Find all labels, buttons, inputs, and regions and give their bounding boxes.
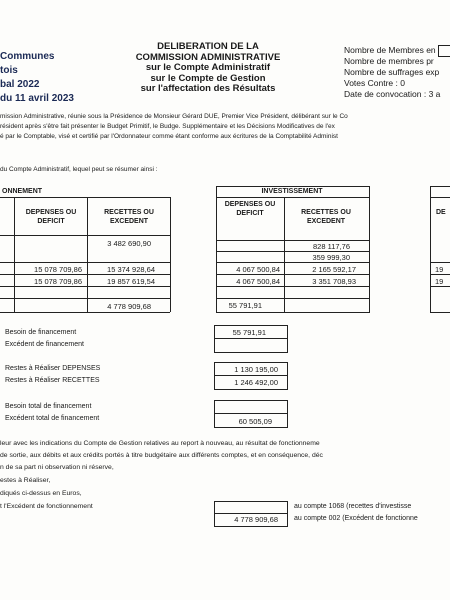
cell: 4 067 500,84 xyxy=(236,265,280,274)
intro-line: é par le Comptable, visé et certifié par l'Ordonnateur comme étant conforme aux écritures de la Comptabilité Administ xyxy=(0,133,338,140)
title-line: sur le Compte Administratif xyxy=(145,62,271,73)
cell: 15 078 709,86 xyxy=(34,277,82,286)
header-right-line: Date de convocation : 3 a xyxy=(344,89,441,99)
cell: 828 117,76 xyxy=(313,242,350,251)
header-right-line: Nombre de suffrages exp xyxy=(344,67,440,77)
header-left-line: bal 2022 xyxy=(0,79,40,90)
table-rule xyxy=(430,274,450,275)
table-rule xyxy=(430,197,450,198)
table-rule xyxy=(430,286,450,287)
fonctionnement-title: ONNEMENT xyxy=(2,188,43,195)
col-recettes: RECETTES OU EXCEDENT xyxy=(104,209,154,225)
cell: 3 482 690,90 xyxy=(107,239,151,248)
summary-label: Restes à Réaliser RECETTES xyxy=(5,377,100,384)
affectation-text: au compte 002 (Excédent de fonctionne xyxy=(294,515,418,522)
table-rule xyxy=(216,298,369,299)
table-rule xyxy=(170,197,171,312)
intro-paragraph xyxy=(0,112,348,142)
col-depenses: DEPENSES OU DEFICIT xyxy=(224,201,276,217)
affectation-value: 4 778 909,68 xyxy=(234,515,278,524)
cell: 55 791,91 xyxy=(228,301,262,310)
table-rule xyxy=(0,312,170,313)
cell: 4 067 500,84 xyxy=(236,277,280,286)
summary-value: 60 505,09 xyxy=(238,417,272,426)
cell: 359 999,30 xyxy=(312,253,350,262)
cell: 15 374 928,64 xyxy=(107,265,155,274)
table-rule xyxy=(284,197,285,312)
table-rule xyxy=(214,513,288,514)
intro-line: mission Administrative, réunie sous la Présidence de Monsieur Gérard DUE, Premier Vice Président, délibérant sur le Co xyxy=(0,113,348,120)
investissement-title: INVESTISSEMENT xyxy=(261,188,323,195)
table-rule xyxy=(216,197,369,198)
table-rule xyxy=(0,286,170,287)
table-rule xyxy=(0,235,170,236)
bottom-line: t l'Excédent de fonctionnement xyxy=(0,503,93,510)
table-rule xyxy=(214,338,288,339)
summary-label: Excédent de financement xyxy=(5,341,84,348)
cell: 19 xyxy=(435,277,444,286)
header-left xyxy=(0,50,74,106)
bottom-line: leur avec les indications du Compte de Gestion relatives au report à nouveau, au résultat de fonctionneme xyxy=(0,440,320,447)
header-right-line: Votes Contre : 0 xyxy=(344,78,405,88)
affectation-text: au compte 1068 (recettes d'investisse xyxy=(294,503,412,510)
table-rule xyxy=(14,197,15,312)
header-right-line: Nombre de Membres en xyxy=(344,45,436,55)
cell: 3 351 708,93 xyxy=(312,277,356,286)
cell: 15 078 709,86 xyxy=(34,265,82,274)
table-rule xyxy=(0,197,170,198)
col-depenses: DEPENSES OU DEFICIT xyxy=(25,209,77,225)
table-rule xyxy=(216,240,369,241)
header-right-box xyxy=(438,45,450,57)
third-frame xyxy=(430,186,450,313)
table-rule xyxy=(216,262,369,263)
table-rule xyxy=(87,197,88,312)
table-rule xyxy=(216,251,369,252)
bottom-line: estes à Réaliser, xyxy=(0,477,51,484)
table-rule xyxy=(430,262,450,263)
table-rule xyxy=(214,413,288,414)
header-left-line: Communes xyxy=(0,51,55,62)
col-recettes: RECETTES OU EXCEDENT xyxy=(301,209,351,225)
table-rule xyxy=(0,298,170,299)
summary-value: 1 246 492,00 xyxy=(234,378,278,387)
summary-value: 55 791,91 xyxy=(232,328,266,337)
table-rule xyxy=(214,375,288,376)
bottom-line: n de sa part ni observation ni réserve, xyxy=(0,464,114,471)
summary-label: Besoin de financement xyxy=(5,329,77,336)
header-right xyxy=(344,45,440,100)
cell: 4 778 909,68 xyxy=(107,302,151,311)
intro-line: résident après s'être fait présenter le Budget Primitif, le Budge. Supplémentaire et les Décisions Modificatives de l'ex xyxy=(0,123,335,130)
summary-value: 1 130 195,00 xyxy=(234,365,278,374)
bottom-line: de sortie, aux débits et aux crédits portés à titre budgétaire aux différents comptes, et en conséquence, déc xyxy=(0,452,323,459)
third-col: DE xyxy=(436,209,446,216)
cell: 19 857 619,54 xyxy=(107,277,155,286)
title-line: sur l'affectation des Résultats xyxy=(140,83,276,94)
summary-label: Besoin total de financement xyxy=(5,403,92,410)
summary-intro: du Compte Administratif, lequel peut se résumer ainsi : xyxy=(0,166,158,173)
table-rule xyxy=(216,286,369,287)
summary-label: Restes à Réaliser DEPENSES xyxy=(5,365,101,372)
title-line: COMMISSION ADMINISTRATIVE xyxy=(135,51,281,63)
document-title xyxy=(118,42,298,95)
bottom-line: diqués ci-dessus en Euros, xyxy=(0,490,82,497)
header-left-line: du 11 avril 2023 xyxy=(0,93,74,104)
header-right-line: Nombre de membres pr xyxy=(344,56,434,66)
cell: 2 165 592,17 xyxy=(312,265,356,274)
header-left-line: tois xyxy=(0,65,18,76)
summary-label: Excédent total de financement xyxy=(5,415,100,422)
cell: 19 xyxy=(435,265,444,274)
table-rule xyxy=(0,274,170,275)
title-line: DELIBERATION DE LA xyxy=(157,41,259,52)
title-line: sur le Compte de Gestion xyxy=(150,72,266,84)
table-rule xyxy=(216,274,369,275)
table-rule xyxy=(0,262,170,263)
